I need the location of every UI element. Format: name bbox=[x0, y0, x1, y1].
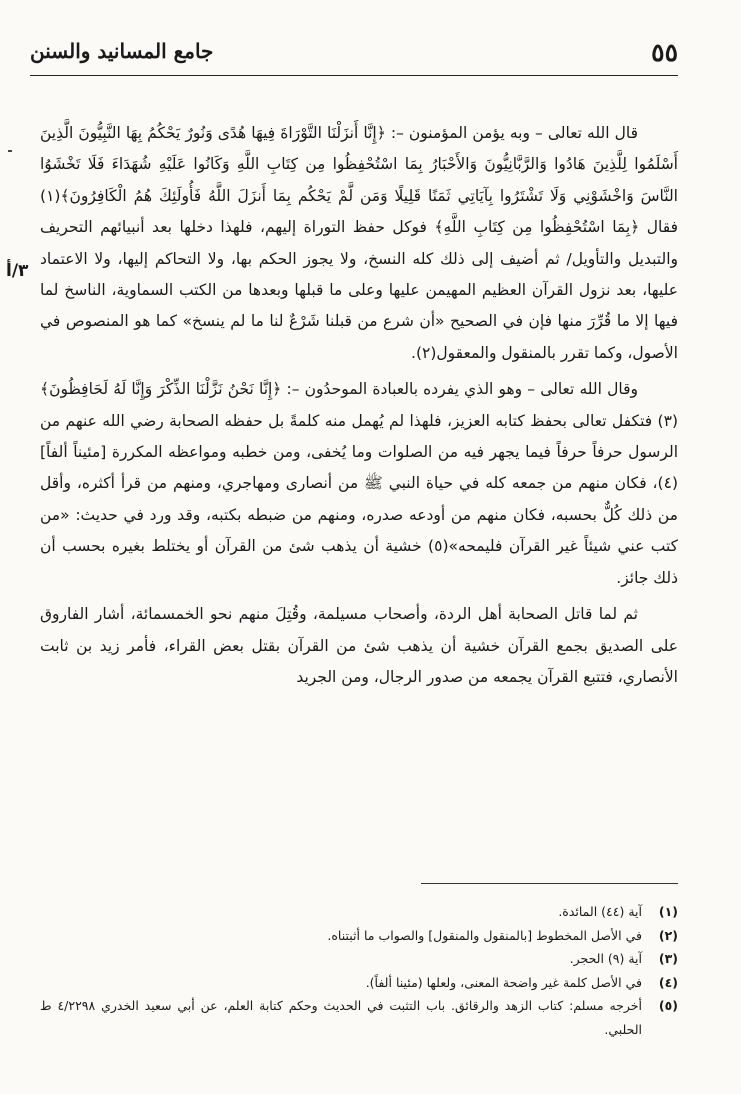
page-number: ٥٥ bbox=[651, 38, 678, 67]
paragraph: وقال الله تعالى – وهو الذي يفرده بالعبادة الموحدُون –: ﴿إِنَّا نَحْنُ نَزَّلْنَا الذِّكْرَ وَإِنَّا لَهُ لَحَافِظُونَ﴾(٣) فتكفل تعالى بحفظ كتابه العزيز، فلهذا لم يُهمل منه كلمةً بل حفظه الصحابة رضي الله عنهم من الرسول حرفاً حرفاً فيما يجهر فيه من الصلوات وما يُخفى، ومن خطبه ومواعظه المكررة [مئيناً ألفاً](٤)، فكان منهم من جمعه كله في حياة النبي ﷺ من أنصارى ومهاجري، ومنهم من قرأ أكثره، وأقل من ذلك كُلٌّ بحسبه، فكان منهم من أودعه صدره، ومنهم من ضبطه بكتبه، وقد ورد في حديث: «من كتب عني شيئاً غير القرآن فليمحه»(٥) خشية أن يذهب شئ من القرآن أو يختلط بغيره بحسب أن ذلك جائز. bbox=[40, 380, 678, 587]
header-rule bbox=[30, 75, 678, 76]
manuscript-folio-note: ٣/أ bbox=[6, 261, 29, 281]
footnote-separator bbox=[421, 883, 678, 884]
footnote bbox=[40, 971, 678, 995]
footnote-number: (١) bbox=[658, 904, 678, 919]
footnote-number: (٣) bbox=[658, 951, 678, 966]
footnote bbox=[40, 947, 678, 971]
footnote bbox=[40, 900, 678, 924]
footnote-text: في الأصل المخطوط [بالمنقول والمنقول] والصواب ما أثبتناه. bbox=[327, 927, 642, 943]
main-text bbox=[40, 118, 678, 698]
footnotes bbox=[40, 900, 678, 1041]
footnote-number: (٥) bbox=[658, 998, 678, 1013]
footnote-text: في الأصل كلمة غير واضحة المعنى، ولعلها (مئينا ألفاً). bbox=[365, 974, 642, 990]
paragraph: قال الله تعالى – وبه يؤمن المؤمنون –: ﴿إِنَّا أَنزَلْنَا التَّوْرَاةَ فِيهَا هُدًى وَنُورٌ يَحْكُمُ بِهَا النَّبِيُّونَ الَّذِينَ أَسْلَمُوا لِلَّذِينَ هَادُوا وَالرَّبَّانِيُّونَ وَالأَحْبَارُ بِمَا اسْتُحْفِظُوا مِن كِتَابِ اللَّهِ وَكَانُوا عَلَيْهِ شُهَدَاءَ فَلَا تَخْشَوُا النَّاسَ وَاخْشَوْنِي وَلَا تَشْتَرُوا بِآيَاتِي ثَمَنًا قَلِيلًا وَمَن لَّمْ يَحْكُم بِمَا أَنزَلَ اللَّهُ فَأُولَئِكَ هُمُ الْكَافِرُونَ﴾(١) فقال ﴿بِمَا اسْتُحْفِظُوا مِن كِتَابِ اللَّهِ﴾ فوكل حفظ التوراة إليهم، فلهذا دخلها بعد أنبيائهم التحريف والتبديل والتأويل/ ثم أضيف إلى ذلك كله النسخ، ولا يجوز الحكم بها، ولا التحاكم إليها، ولا الاعتماد عليها، بعد نزول القرآن العظيم المهيمن عليها وعلى ما قبلها وبعدها من الكتب السماوية، الناسخ لما فيها إلا ما قُرِّرَ منها فإن في الصحيح «أن شرع من قبلنا شَرْعٌ لنا ما لم ينسخ» كما هو المنصوص في الأصول، وكما تقرر بالمنقول والمعقول(٢). bbox=[40, 124, 678, 362]
paragraph: ثم لما قاتل الصحابة أهل الردة، وأصحاب مسيلمة، وقُتِلَ منهم نحو الخمسمائة، أشار الفاروق على الصديق بجمع القرآن خشية أن يذهب شئ من القرآن بقتل بعض القراء، فأمر زيد بن ثابت الأنصاري، فتتبع القرآن يجمعه من صدور الرجال، ومن الجريد bbox=[40, 605, 678, 686]
footnote-text: آية (٤٤) المائدة. bbox=[558, 904, 642, 919]
page-header bbox=[30, 36, 678, 72]
footnote-number: (٢) bbox=[658, 927, 678, 943]
footnote-number: (٤) bbox=[658, 974, 678, 990]
footnote bbox=[40, 924, 678, 948]
footnote bbox=[40, 994, 678, 1041]
footnote-text: آية (٩) الحجر. bbox=[569, 951, 642, 966]
margin-tick bbox=[8, 150, 12, 152]
running-title: جامع المسانيد والسنن bbox=[30, 39, 214, 63]
footnote-text: أخرجه مسلم: كتاب الزهد والرقائق. باب التثبت في الحديث وحكم كتابة العلم، عن أبي سعيد الخدري ٤/٢٢٩٨ ط الحلبي. bbox=[40, 998, 642, 1037]
